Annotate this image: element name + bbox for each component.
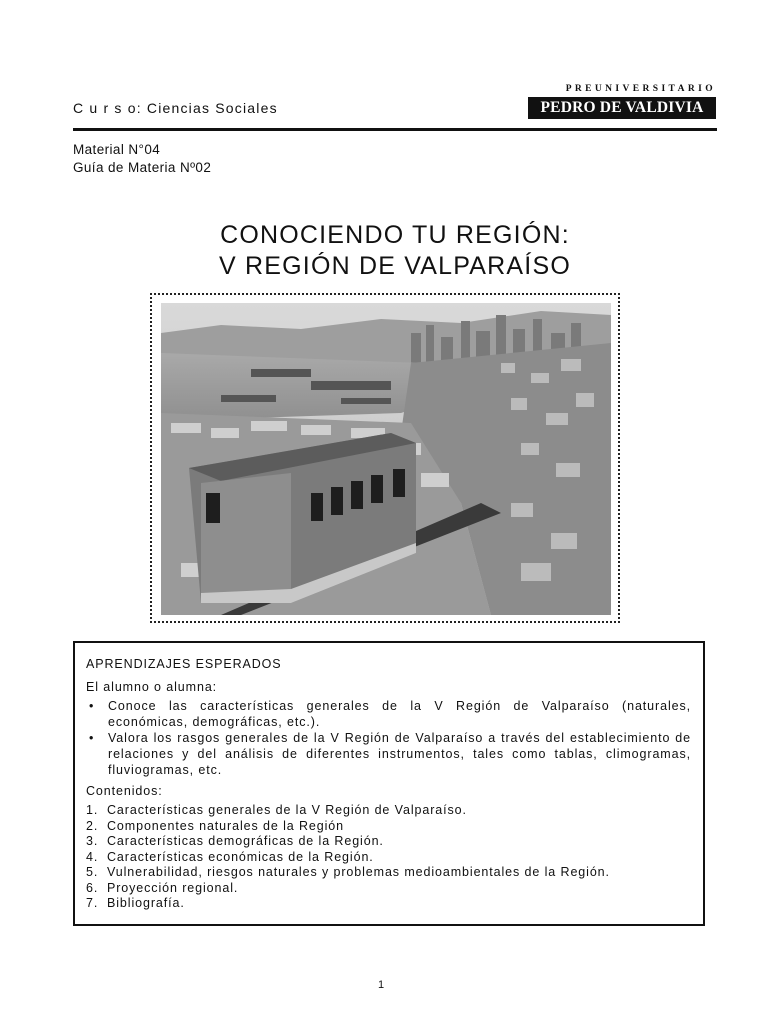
- contents-item-text: Vulnerabilidad, riesgos naturales y problemas medioambientales de la Región.: [107, 865, 610, 879]
- contents-list: [86, 803, 691, 912]
- valparaiso-funicular-photo: [161, 303, 611, 615]
- contents-item: [86, 881, 691, 897]
- document-title: [73, 220, 717, 282]
- contents-item-number: 5.: [86, 865, 99, 879]
- contents-item-number: 6.: [86, 880, 99, 895]
- contents-item: [86, 834, 691, 850]
- contents-item-number: 1.: [86, 803, 99, 817]
- learning-objectives-box: [73, 641, 705, 926]
- course-label: C u r s o: Ciencias Sociales: [73, 100, 278, 116]
- objective-item: • Conoce las características generales de la V Región de Valparaíso (naturales, económicas, demográficas, etc.).: [86, 698, 691, 730]
- objectives-intro: El alumno o alumna:: [86, 680, 218, 694]
- contents-item-number: 7.: [86, 896, 99, 910]
- contents-item-text: Características generales de la V Región de Valparaíso.: [107, 803, 467, 817]
- logo-subtitle: PREUNIVERSITARIO: [565, 84, 716, 94]
- contents-item-number: 2.: [86, 818, 99, 833]
- contents-heading: Contenidos:: [86, 784, 163, 798]
- contents-item-text: Componentes naturales de la Región: [107, 818, 344, 833]
- material-number: Material N°04: [73, 142, 161, 157]
- contents-item: [86, 896, 691, 912]
- contents-item-text: Proyección regional.: [107, 880, 239, 895]
- material-info: [73, 141, 211, 177]
- contents-item-number: 3.: [86, 834, 99, 848]
- page-number: 1: [378, 979, 385, 991]
- contents-item-text: Características demográficas de la Región.: [107, 834, 384, 848]
- contents-item: [86, 803, 691, 819]
- contents-item-text: Bibliografía.: [107, 896, 185, 910]
- institution-logo: [528, 84, 716, 119]
- contents-item-number: 4.: [86, 849, 99, 864]
- objectives-list: [86, 698, 691, 778]
- contents-item: [86, 850, 691, 866]
- title-line-2: V REGIÓN DE VALPARAÍSO: [219, 252, 571, 280]
- contents-item-text: Características económicas de la Región.: [107, 849, 374, 864]
- contents-item: [86, 819, 691, 835]
- title-line-1: CONOCIENDO TU REGIÓN:: [220, 221, 570, 249]
- logo-name: PEDRO DE VALDIVIA: [528, 97, 716, 119]
- contents-item: [86, 865, 691, 881]
- header-divider: [73, 128, 717, 131]
- guide-number: Guía de Materia Nº02: [73, 160, 212, 175]
- objectives-heading: APRENDIZAJES ESPERADOS: [86, 657, 282, 671]
- objective-item: • Valora los rasgos generales de la V Región de Valparaíso a través del establecimiento de relaciones y del análisis de diferentes instrumentos, tales como tablas, climogramas, fluviogramas, etc.: [86, 730, 691, 778]
